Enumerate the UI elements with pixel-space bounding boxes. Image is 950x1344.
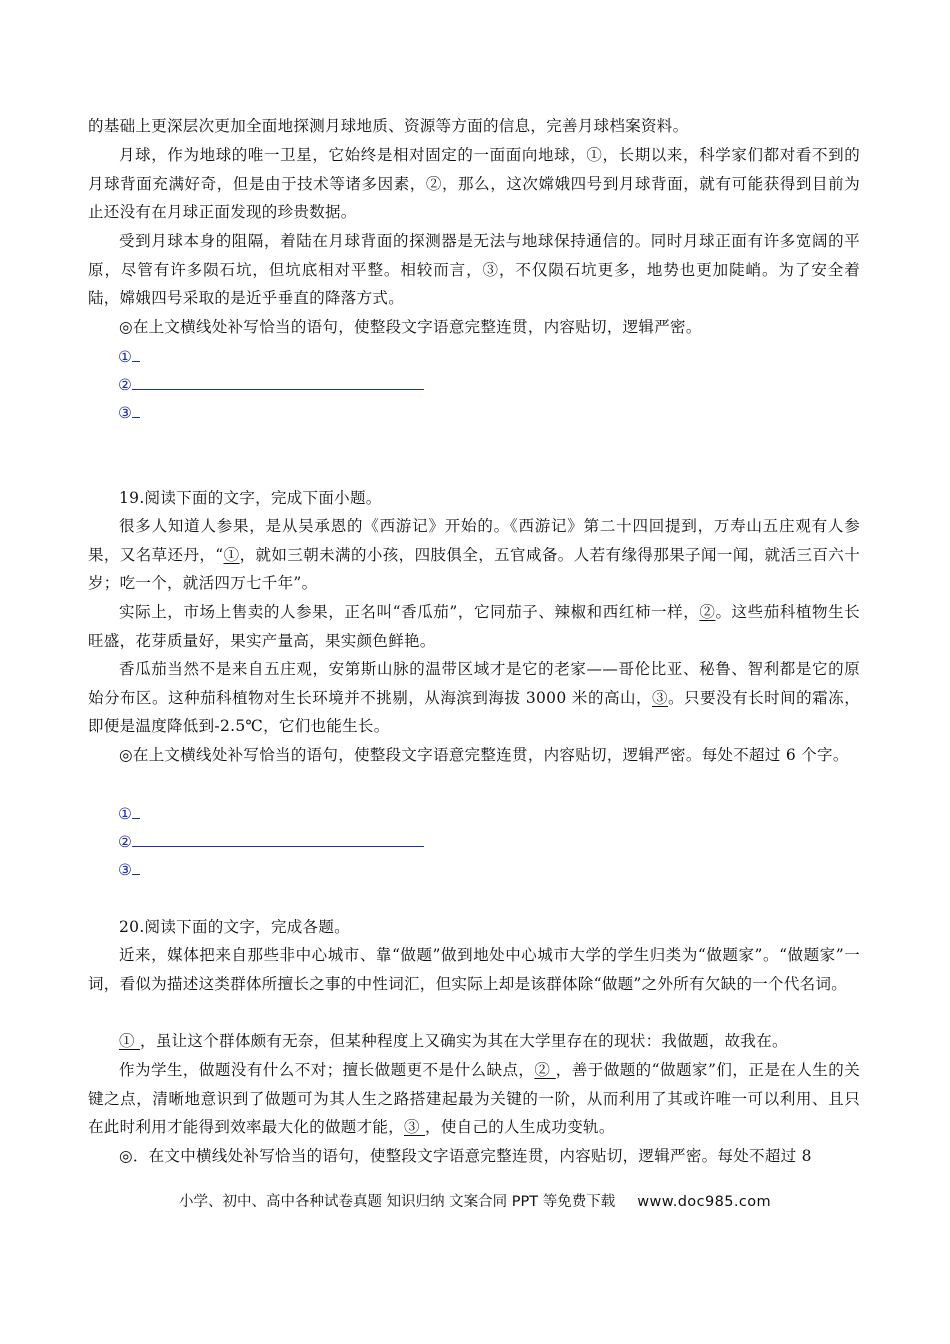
footer-text: 小学、初中、高中各种试卷真题 知识归纳 文案合同 PPT 等免费下载: [178, 1194, 616, 1210]
answer-blank-2[interactable]: ②: [118, 373, 424, 397]
passage-paragraph: ① ，虽让这个群体颇有无奈，但某种程度上又确实为其在大学里存在的现状：我做题，故我在。: [119, 1032, 788, 1050]
answer-blank-3[interactable]: ③: [118, 858, 140, 882]
passage-paragraph: 月球，作为地球的唯一卫星，它始终是相对固定的一面面向地球，①，长期以来，科学家们都对看不到的月球背面充满好奇，但是由于技术等诸多因素，②，那么，这次嫦娥四号到月球背面，就有可能获得到目前为止还没有在月球正面发现的珍贵数据。: [88, 146, 860, 221]
fill-blank-marker: ②: [534, 1061, 556, 1079]
passage-paragraph: 香瓜茄当然不是来自五庄观，安第斯山脉的温带区域才是它的老家——哥伦比亚、秘鲁、智利都是它的原始分布区。这种茄科植物对生长环境并不挑剔，从海滨到海拔 3000 米的高山，③。只要没有长时间的霜冻，即便是温度降低到-2.5℃，它们也能生长。: [88, 660, 860, 735]
answer-blank-2[interactable]: ②: [118, 830, 424, 854]
instruction-text: ◎在上文横线处补写恰当的语句，使整段文字语意完整连贯，内容贴切，逻辑严密。每处不超过 6 个字。: [119, 746, 849, 764]
answer-blank-3[interactable]: ③: [118, 401, 140, 425]
passage-paragraph: 很多人知道人参果，是从吴承恩的《西游记》开始的。《西游记》第二十四回提到，万寿山五庄观有人参果，又名草还丹，“①，就如三朝未满的小孩，四肢俱全，五官咸备。人若有缘得那果子闻一闻，就活三百六十岁；吃一个，就活四万七千年”。: [88, 517, 861, 592]
answer-blank-1[interactable]: ①: [118, 345, 140, 369]
passage-paragraph: 受到月球本身的阻隔，着陆在月球背面的探测器是无法与地球保持通信的。同时月球正面有许多宽阔的平原，尽管有许多陨石坑，但坑底相对平整。相较而言，③，不仅陨石坑更多，地势也更加陡峭。为了安全着陆，嫦娥四号采取的是近乎垂直的降落方式。: [88, 232, 860, 307]
passage-paragraph: 的基础上更深层次更加全面地探测月球地质、资源等方面的信息，完善月球档案资料。: [88, 117, 689, 135]
question-heading: 20.阅读下面的文字，完成各题。: [119, 918, 350, 936]
fill-blank-marker: ③: [652, 688, 669, 707]
instruction-text: ◎在上文横线处补写恰当的语句，使整段文字语意完整连贯，内容贴切，逻辑严密。: [119, 318, 702, 336]
fill-blank-marker: ①: [223, 545, 240, 564]
passage-paragraph: 作为学生，做题没有什么不对；擅长做题更不是什么缺点，② ，善于做题的“做题家”们，正是在人生的关键之点，清晰地意识到了做题可为其人生之路搭建起最为关键的一阶，从而利用了其或许唯一可以利用、且只在此时利用才能得到效率最大化的做题才能，③ ，使自己的人生成功变轨。: [88, 1061, 861, 1136]
question-heading: 19.阅读下面的文字，完成下面小题。: [119, 489, 382, 507]
answer-blank-1[interactable]: ①: [118, 802, 140, 826]
fill-blank-marker: ②: [699, 603, 716, 621]
instruction-text: ◎．在文中横线处补写恰当的语句，使整段文字语意完整连贯，内容贴切，逻辑严密。每处不超过 8: [119, 1147, 812, 1165]
fill-blank-marker: ③: [404, 1118, 426, 1136]
footer-site-link[interactable]: www.doc985.com: [637, 1194, 772, 1210]
passage-paragraph: 实际上，市场上售卖的人参果，正名叫“香瓜茄”，它同茄子、辣椒和西红柿一样，②。这些茄科植物生长旺盛，花芽质量好，果实产量高，果实颜色鲜艳。: [88, 603, 861, 650]
fill-blank-marker: ①: [119, 1032, 141, 1050]
page-footer: [0, 1190, 950, 1211]
passage-paragraph: 近来，媒体把来自那些非中心城市、靠“做题”做到地处中心城市大学的学生归类为“做题家”。“做题家”一词，看似为描述这类群体所擅长之事的中性词汇，但实际上却是该群体除“做题”之外所有欠缺的一个代名词。: [88, 946, 860, 993]
